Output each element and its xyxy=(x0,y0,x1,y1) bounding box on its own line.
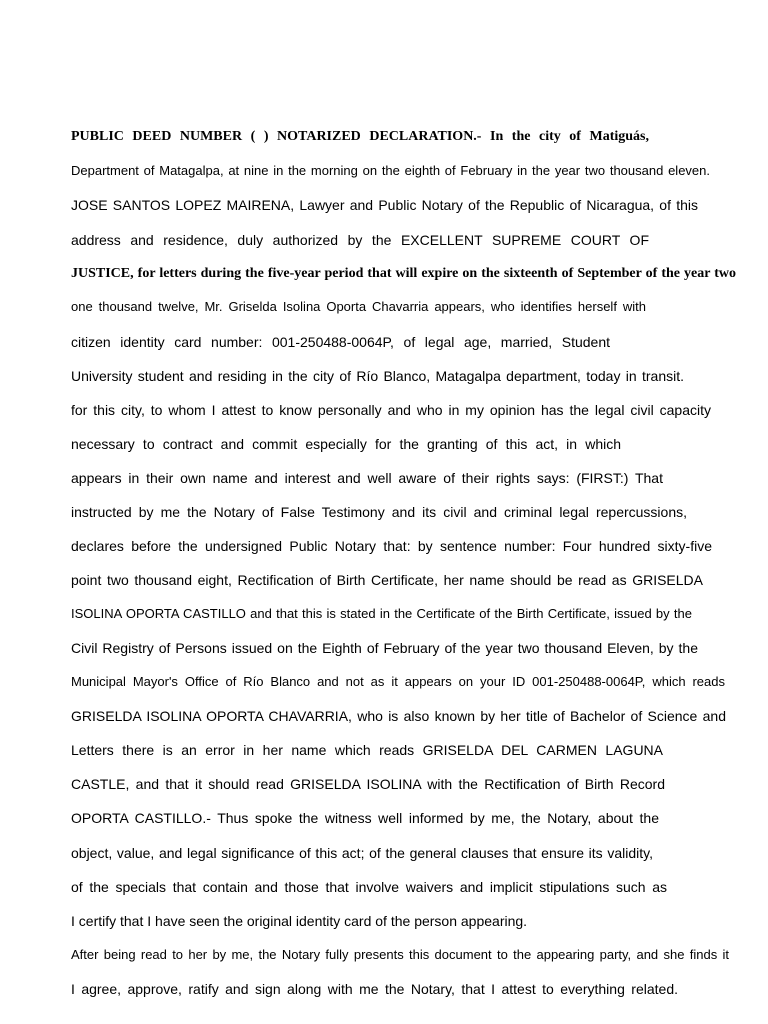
body-line-17: GRISELDA ISOLINA OPORTA CHAVARRIA, who is also known by her title of Bachelor of Science and xyxy=(71,708,726,724)
body-line-21: object, value, and legal significance of this act; of the general clauses that ensure its validity, xyxy=(71,845,653,861)
body-line-16: Municipal Mayor's Office of Río Blanco and not as it appears on your ID 001-250488-0064P, which reads xyxy=(71,674,725,689)
body-line-24: After being read to her by me, the Notary fully presents this document to the appearing party, and she finds it xyxy=(71,947,729,962)
body-line-25: I agree, approve, ratify and sign along with me the Notary, that I attest to everything related. xyxy=(71,981,678,997)
body-line-11: instructed by me the Notary of False Testimony and its civil and criminal legal repercussions, xyxy=(71,504,687,520)
deed-heading-line: PUBLIC DEED NUMBER ( ) NOTARIZED DECLARATION.- In the city of Matiguás, xyxy=(71,129,649,144)
body-line-18: Letters there is an error in her name which reads GRISELDA DEL CARMEN LAGUNA xyxy=(71,742,663,758)
body-line-23: I certify that I have seen the original identity card of the person appearing. xyxy=(71,913,528,929)
body-line-5: one thousand twelve, Mr. Griselda Isolina Oporta Chavarria appears, who identifies herself with xyxy=(71,299,646,314)
body-line-12: declares before the undersigned Public Notary that: by sentence number: Four hundred sixty-five xyxy=(71,538,712,554)
body-line-3: address and residence, duly authorized by the EXCELLENT SUPREME COURT OF xyxy=(71,232,649,248)
body-line-14: ISOLINA OPORTA CASTILLO and that this is stated in the Certificate of the Birth Certificate, issued by the xyxy=(71,606,692,621)
body-line-13: point two thousand eight, Rectification of Birth Certificate, her name should be read as GRISELDA xyxy=(71,572,703,588)
body-line-22: of the specials that contain and those that involve waivers and implicit stipulations such as xyxy=(71,879,667,895)
body-line-6: citizen identity card number: 001-250488-0064P, of legal age, married, Student xyxy=(71,334,610,350)
body-line-19: CASTLE, and that it should read GRISELDA ISOLINA with the Rectification of Birth Record xyxy=(71,776,665,792)
body-line-4: JUSTICE, for letters during the five-year period that will expire on the sixteenth of September of the year two xyxy=(71,266,736,281)
body-line-10: appears in their own name and interest and well aware of their rights says: (FIRST:) That xyxy=(71,470,663,486)
body-line-8: for this city, to whom I attest to know personally and who in my opinion has the legal civil capacity xyxy=(71,402,711,418)
body-line-2: JOSE SANTOS LOPEZ MAIRENA, Lawyer and Public Notary of the Republic of Nicaragua, of this xyxy=(71,197,698,213)
body-line-7: University student and residing in the city of Río Blanco, Matagalpa department, today in transit. xyxy=(71,368,684,384)
body-line-15: Civil Registry of Persons issued on the Eighth of February of the year two thousand Eleven, by the xyxy=(71,640,698,656)
body-line-20: OPORTA CASTILLO.- Thus spoke the witness well informed by me, the Notary, about the xyxy=(71,810,659,826)
body-line-1: Department of Matagalpa, at nine in the morning on the eighth of February in the year two thousand eleven. xyxy=(71,163,710,178)
body-line-9: necessary to contract and commit especially for the granting of this act, in which xyxy=(71,436,621,452)
